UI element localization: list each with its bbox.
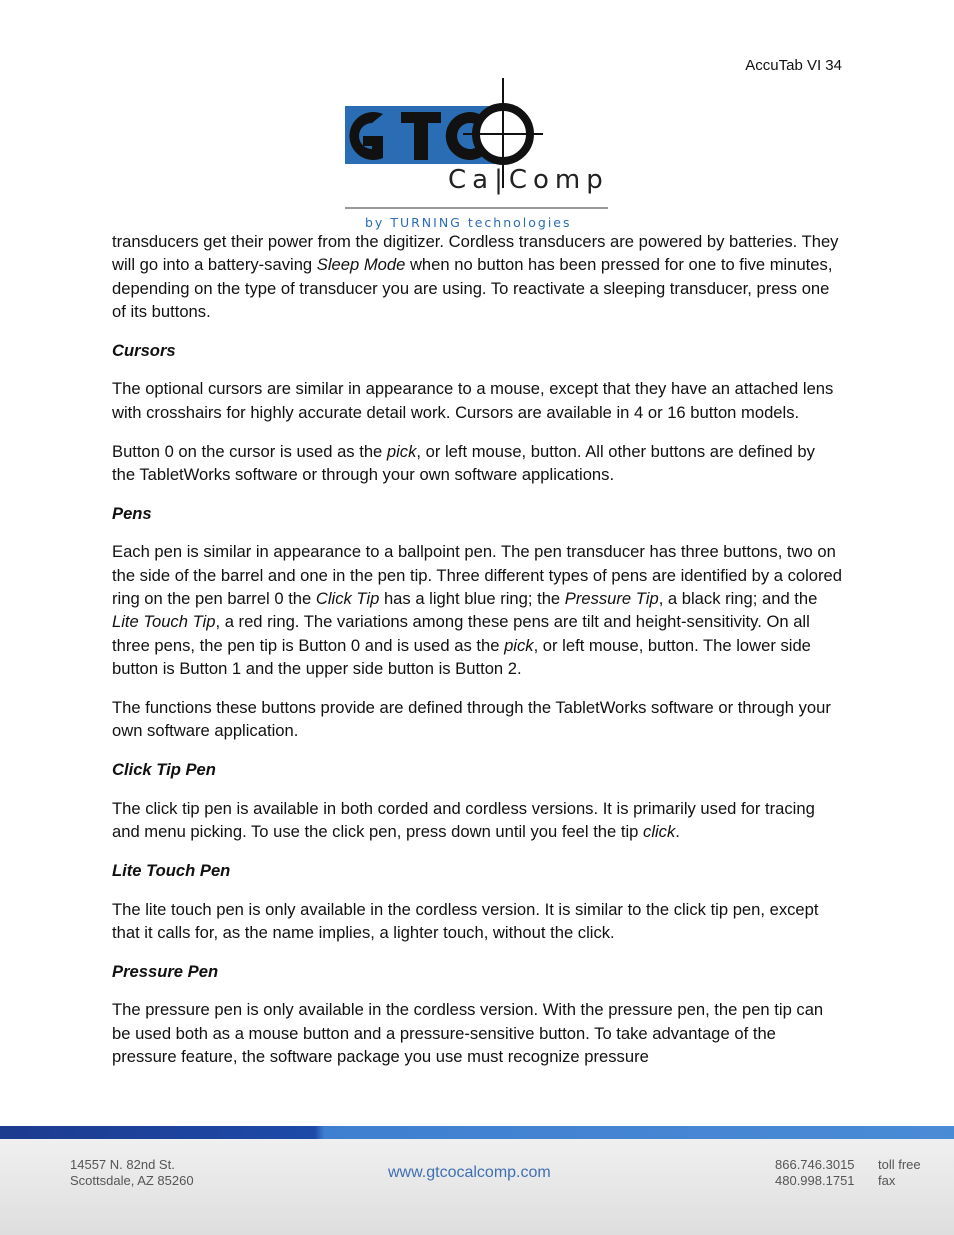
paragraph-click-tip-pen: The click tip pen is available in both corded and cordless versions. It is primarily used for tracing and menu picking. To use the click pen, press down until you feel the tip click. [112, 798, 815, 841]
paragraph-cursors-2: Button 0 on the cursor is used as the pick, or left mouse, button. All other buttons are defined by the TabletWorks software or through your own software applications. [112, 441, 815, 484]
heading-click-tip-pen: Click Tip Pen [112, 759, 216, 779]
footer-address-line-1: 14557 N. 82nd St. [70, 1157, 175, 1172]
footer-address [70, 1157, 194, 1189]
footer-address-line-2: Scottsdale, AZ 85260 [70, 1173, 194, 1188]
paragraph-pens-1: Each pen is similar in appearance to a ballpoint pen. The pen transducer has three buttons, two on the side of the barrel and one in the pen tip. Three different types of pens are identified by a colored ring on the pen barrel 0 the Click Tip has a light blue ring; the Pressure Tip, a black ring; and the Lite Touch Tip, a red ring. The variations among these pens are tilt and height-sensitivity. On all three pens, the pen tip is Button 0 and is used as the pick, or left mouse, button. The lower side button is Button 1 and the upper side button is Button 2. [112, 542, 842, 678]
gtco-calcomp-logo [343, 78, 613, 230]
footer-color-bar [0, 1126, 954, 1139]
footer-phone-toll-free: 866.746.3015 [775, 1157, 855, 1172]
paragraph-intro: transducers get their power from the digitizer. Cordless transducers are powered by batteries. They will go into a battery-saving Sleep Mode when no button has been pressed for one to five minutes, depending on the type of transducer you are using. To reactivate a sleeping transducer, press one of its buttons. [112, 232, 839, 321]
paragraph-lite-touch-pen: The lite touch pen is only available in the cordless version. It is similar to the click tip pen, except that it calls for, as the name implies, a lighter touch, without the click. [112, 899, 819, 942]
heading-lite-touch-pen: Lite Touch Pen [112, 860, 231, 880]
footer-phone-fax: 480.998.1751 [775, 1173, 855, 1188]
paragraph-pens-2: The functions these buttons provide are defined through the TabletWorks software or through your own software application. [112, 697, 831, 741]
page-header-label: AccuTab VI 34 [745, 57, 842, 74]
page-footer [0, 1126, 954, 1235]
heading-pressure-pen: Pressure Pen [112, 961, 219, 981]
document-body [112, 230, 842, 1084]
paragraph-cursors-1: The optional cursors are similar in appearance to a mouse, except that they have an attached lens with crosshairs for highly accurate detail work. Cursors are available in 4 or 16 button models. [112, 379, 834, 422]
footer-phone-numbers [775, 1157, 855, 1189]
heading-pens: Pens [112, 503, 152, 523]
heading-cursors: Cursors [112, 340, 176, 360]
logo-tagline-text: by TURNING technologies [365, 215, 572, 230]
paragraph-pressure-pen: The pressure pen is only available in the cordless version. With the pressure pen, the pen tip can be used both as a mouse button and a pressure-sensitive button. To take advantage of the pressure feature, the software package you use must recognize pressure [112, 1000, 824, 1067]
logo-sub-text: Ca|Comp [448, 165, 609, 195]
footer-label-toll-free: toll free [878, 1157, 921, 1172]
footer-phone-labels [878, 1157, 921, 1189]
footer-website-link[interactable]: www.gtcocalcomp.com [388, 1164, 551, 1181]
footer-label-fax: fax [878, 1173, 896, 1188]
